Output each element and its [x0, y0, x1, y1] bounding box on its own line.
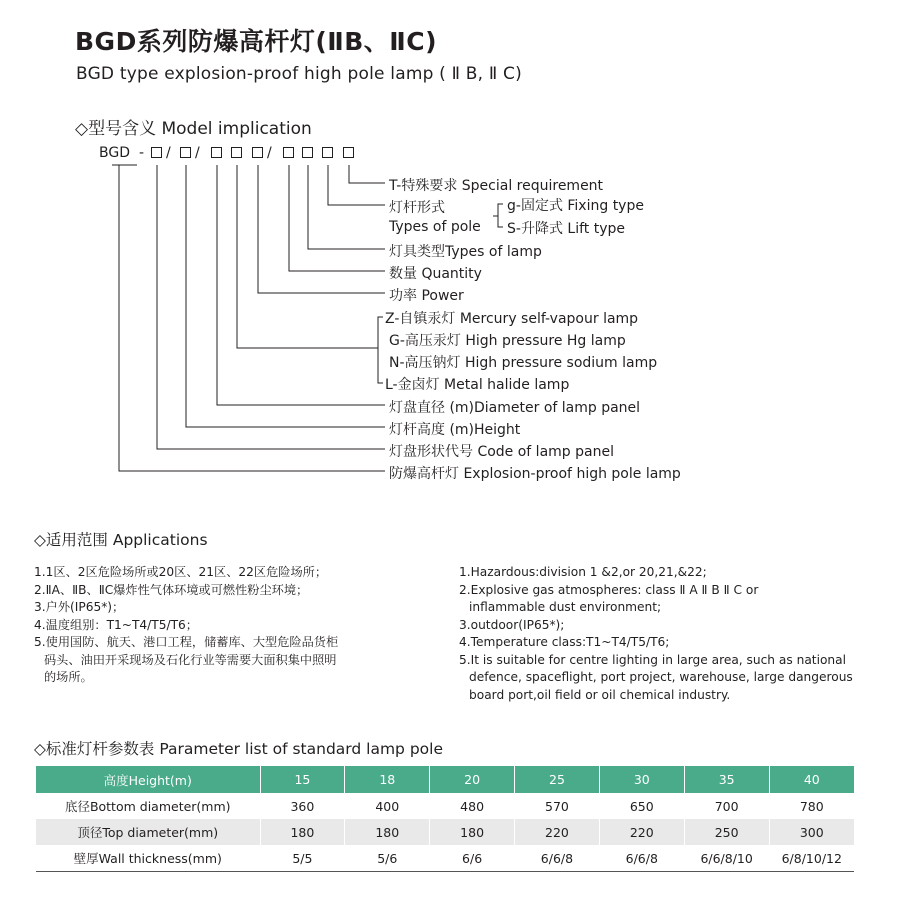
model-slash: / — [166, 145, 171, 161]
table-cell: 5/5 — [260, 845, 345, 872]
applications-cn-item: 的场所。 — [44, 670, 93, 684]
table-cell: 400 — [345, 793, 430, 819]
model-label-special: T-特殊要求 Special requirement — [389, 178, 604, 194]
model-slash: / — [195, 145, 200, 161]
page-title: BGD系列防爆高杆灯(ⅡB、ⅡC) — [75, 27, 438, 56]
params-header-cell: 35 — [684, 766, 769, 793]
table-cell: 220 — [515, 819, 600, 845]
model-slash: / — [267, 145, 272, 161]
row-label: 底径Bottom diameter(mm) — [36, 793, 260, 819]
table-cell: 780 — [799, 798, 824, 814]
table-cell: 250 — [684, 819, 769, 845]
table-cell: 180 — [345, 819, 430, 845]
table-cell: 6/6/8 — [515, 845, 600, 872]
applications-en-item: 2.Explosive gas atmospheres: class Ⅱ A Ⅱ B Ⅱ C or — [459, 582, 759, 597]
model-label-panel-code: 灯盘形状代号 Code of lamp panel — [389, 444, 614, 460]
model-label-quantity: 数量 Quantity — [389, 266, 482, 282]
table-cell: 6/6 — [430, 845, 515, 872]
table-cell: 360 — [260, 793, 345, 819]
table-cell: 480 — [430, 793, 515, 819]
applications-cn-item: 4.温度组别：T1~T4/T5/T6； — [34, 617, 198, 632]
model-label-power: 功率 Power — [389, 288, 464, 304]
model-label-height: 灯杆高度 (m)Height — [389, 422, 521, 438]
applications-cn-item: 3.户外(IP65*)； — [34, 600, 125, 614]
applications-cn-item: 1.1区、2区危险场所或20区、21区、22区危险场所； — [34, 565, 328, 579]
page-subtitle: BGD type explosion-proof high pole lamp ( Ⅱ B, Ⅱ C) — [76, 64, 522, 84]
table-cell: 6/8/10/12 — [769, 845, 854, 872]
table-cell: 650 — [599, 793, 684, 819]
model-label-lamp-l: L-金卤灯 Metal halide lamp — [385, 377, 570, 393]
applications-en-item: 5.It is suitable for centre lighting in large area, such as national — [459, 652, 846, 667]
applications-en-item: 1.Hazardous:division 1 &2,or 20,21,&22; — [459, 565, 707, 579]
params-table — [36, 766, 854, 872]
table-cell: 5/6 — [345, 845, 430, 872]
applications-cn-item: 2.ⅡA、ⅡB、ⅡC爆炸性气体环境或可燃性粉尘环境； — [34, 582, 309, 597]
applications-cn-item: 码头、油田开采现场及石化行业等需要大面积集中照明 — [44, 652, 337, 667]
table-row — [36, 819, 854, 845]
table-cell: 570 — [515, 793, 600, 819]
model-label-lamp-type: 灯具类型Types of lamp — [389, 244, 542, 260]
applications-heading: ◇适用范围 Applications — [34, 531, 208, 549]
params-header-cell: 30 — [599, 766, 684, 793]
row-label: 顶径Top diameter(mm) — [36, 819, 260, 845]
table-row — [36, 793, 854, 819]
model-label-lift: S-升降式 Lift type — [507, 221, 625, 237]
model-heading: ◇型号含义 Model implication — [75, 119, 312, 139]
applications-cn-list — [34, 564, 338, 687]
table-row — [36, 845, 854, 872]
table-cell: 700 — [684, 793, 769, 819]
applications-en-item: 3.outdoor(IP65*); — [459, 617, 565, 632]
applications-en-item: inflammable dust environment; — [469, 600, 662, 614]
model-label-lamp-n: N-高压钠灯 High pressure sodium lamp — [389, 355, 658, 371]
model-label-pole-type: Types of pole — [389, 219, 481, 235]
model-label-fixing: g-固定式 Fixing type — [507, 198, 644, 214]
table-cell: 180 — [430, 819, 515, 845]
params-header-cell: 20 — [430, 766, 515, 793]
applications-en-item: defence, spaceflight, port project, warehouse, large dangerous — [469, 670, 853, 684]
params-header-cell: 18 — [345, 766, 430, 793]
params-header-cell: 15 — [260, 766, 345, 793]
model-label-explosion-proof: 防爆高杆灯 Explosion-proof high pole lamp — [389, 466, 681, 482]
params-heading: ◇标准灯杆参数表 Parameter list of standard lamp pole — [34, 740, 443, 758]
table-cell: 180 — [260, 819, 345, 845]
model-label-lamp-z: Z-自镇汞灯 Mercury self-vapour lamp — [385, 311, 639, 327]
params-header-label: 高度Height(m) — [36, 766, 260, 793]
model-prefix: BGD — [99, 145, 130, 161]
model-label-diameter: 灯盘直径 (m)Diameter of lamp panel — [389, 400, 641, 416]
model-label-pole-form: 灯杆形式 — [389, 200, 445, 216]
applications-cn-item: 5.使用国防、航天、港口工程，储蓄库、大型危险品货柜 — [34, 635, 339, 649]
table-cell: 300 — [769, 819, 854, 845]
applications-en-item: 4.Temperature class:T1~T4/T5/T6; — [459, 635, 670, 649]
params-header-cell: 25 — [515, 766, 600, 793]
table-cell: 6/6/8 — [599, 845, 684, 872]
table-cell: 6/6/8/10 — [684, 845, 769, 872]
applications-en-list — [459, 564, 853, 704]
applications-en-item: board port,oil field or oil chemical industry. — [469, 687, 731, 702]
model-label-lamp-g: G-高压汞灯 High pressure Hg lamp — [389, 333, 626, 349]
params-header-cell: 40 — [769, 766, 854, 793]
row-label: 壁厚Wall thickness(mm) — [36, 845, 260, 872]
params-header-row — [36, 766, 854, 793]
model-dash: - — [139, 145, 145, 161]
table-cell: 220 — [599, 819, 684, 845]
